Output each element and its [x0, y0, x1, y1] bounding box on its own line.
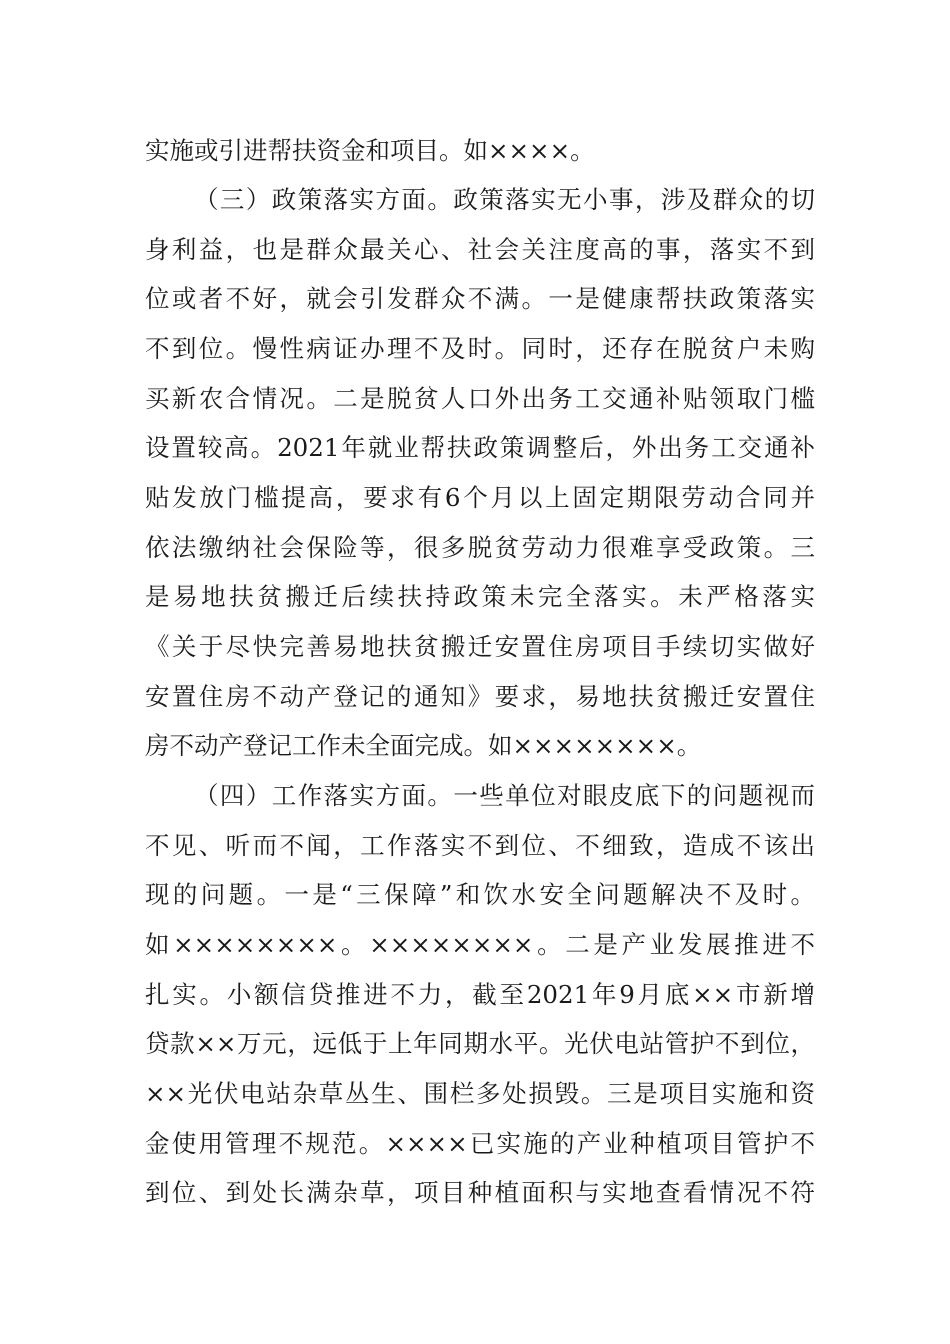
paragraph-line: （三）政策落实方面。政策落实无小事，涉及群众的切 — [194, 185, 815, 214]
paragraph-line: 设置较高。2021年就业帮扶政策调整后，外出务工交通补 — [145, 433, 815, 462]
paragraph-line: 位或者不好，就会引发群众不满。一是健康帮扶政策落实 — [145, 284, 815, 313]
paragraph-line: 现的问题。一是“三保障”和饮水安全问题解决不及时。 — [145, 880, 815, 909]
paragraph-line: 贴发放门槛提高，要求有6个月以上固定期限劳动合同并 — [145, 483, 815, 512]
paragraph-line: 实施或引进帮扶资金和项目。如××××。 — [145, 136, 595, 165]
paragraph-line: 买新农合情况。二是脱贫人口外出务工交通补贴领取门槛 — [145, 384, 815, 413]
paragraph-line: 扎实。小额信贷推进不力，截至2021年9月底××市新增 — [145, 980, 815, 1009]
paragraph-line: 身利益，也是群众最关心、社会关注度高的事，落实不到 — [145, 235, 815, 264]
paragraph-line: 《关于尽快完善易地扶贫搬迁安置住房项目手续切实做好 — [145, 632, 815, 661]
paragraph-line: 到位、到处长满杂草，项目种植面积与实地查看情况不符 — [145, 1178, 815, 1207]
paragraph-line: 贷款××万元，远低于上年同期水平。光伏电站管护不到位， — [145, 1029, 815, 1058]
paragraph-line: （四）工作落实方面。一些单位对眼皮底下的问题视而 — [194, 781, 815, 810]
paragraph-line: 金使用管理不规范。××××已实施的产业种植项目管护不 — [145, 1129, 815, 1158]
paragraph-line: 不见、听而不闻，工作落实不到位、不细致，造成不该出 — [145, 831, 815, 860]
paragraph-line: 房不动产登记工作未全面完成。如××××××××。 — [145, 731, 702, 760]
paragraph-line: 是易地扶贫搬迁后续扶持政策未完全落实。未严格落实 — [145, 582, 815, 611]
paragraph-line: 依法缴纳社会保险等，很多脱贫劳动力很难享受政策。三 — [145, 533, 815, 562]
paragraph-line: 安置住房不动产登记的通知》要求，易地扶贫搬迁安置住 — [145, 682, 815, 711]
paragraph-line: 不到位。慢性病证办理不及时。同时，还存在脱贫户未购 — [145, 334, 815, 363]
paragraph-line: 如××××××××。××××××××。二是产业发展推进不 — [145, 930, 815, 959]
paragraph-line: ××光伏电站杂草丛生、围栏多处损毁。三是项目实施和资 — [145, 1079, 815, 1108]
